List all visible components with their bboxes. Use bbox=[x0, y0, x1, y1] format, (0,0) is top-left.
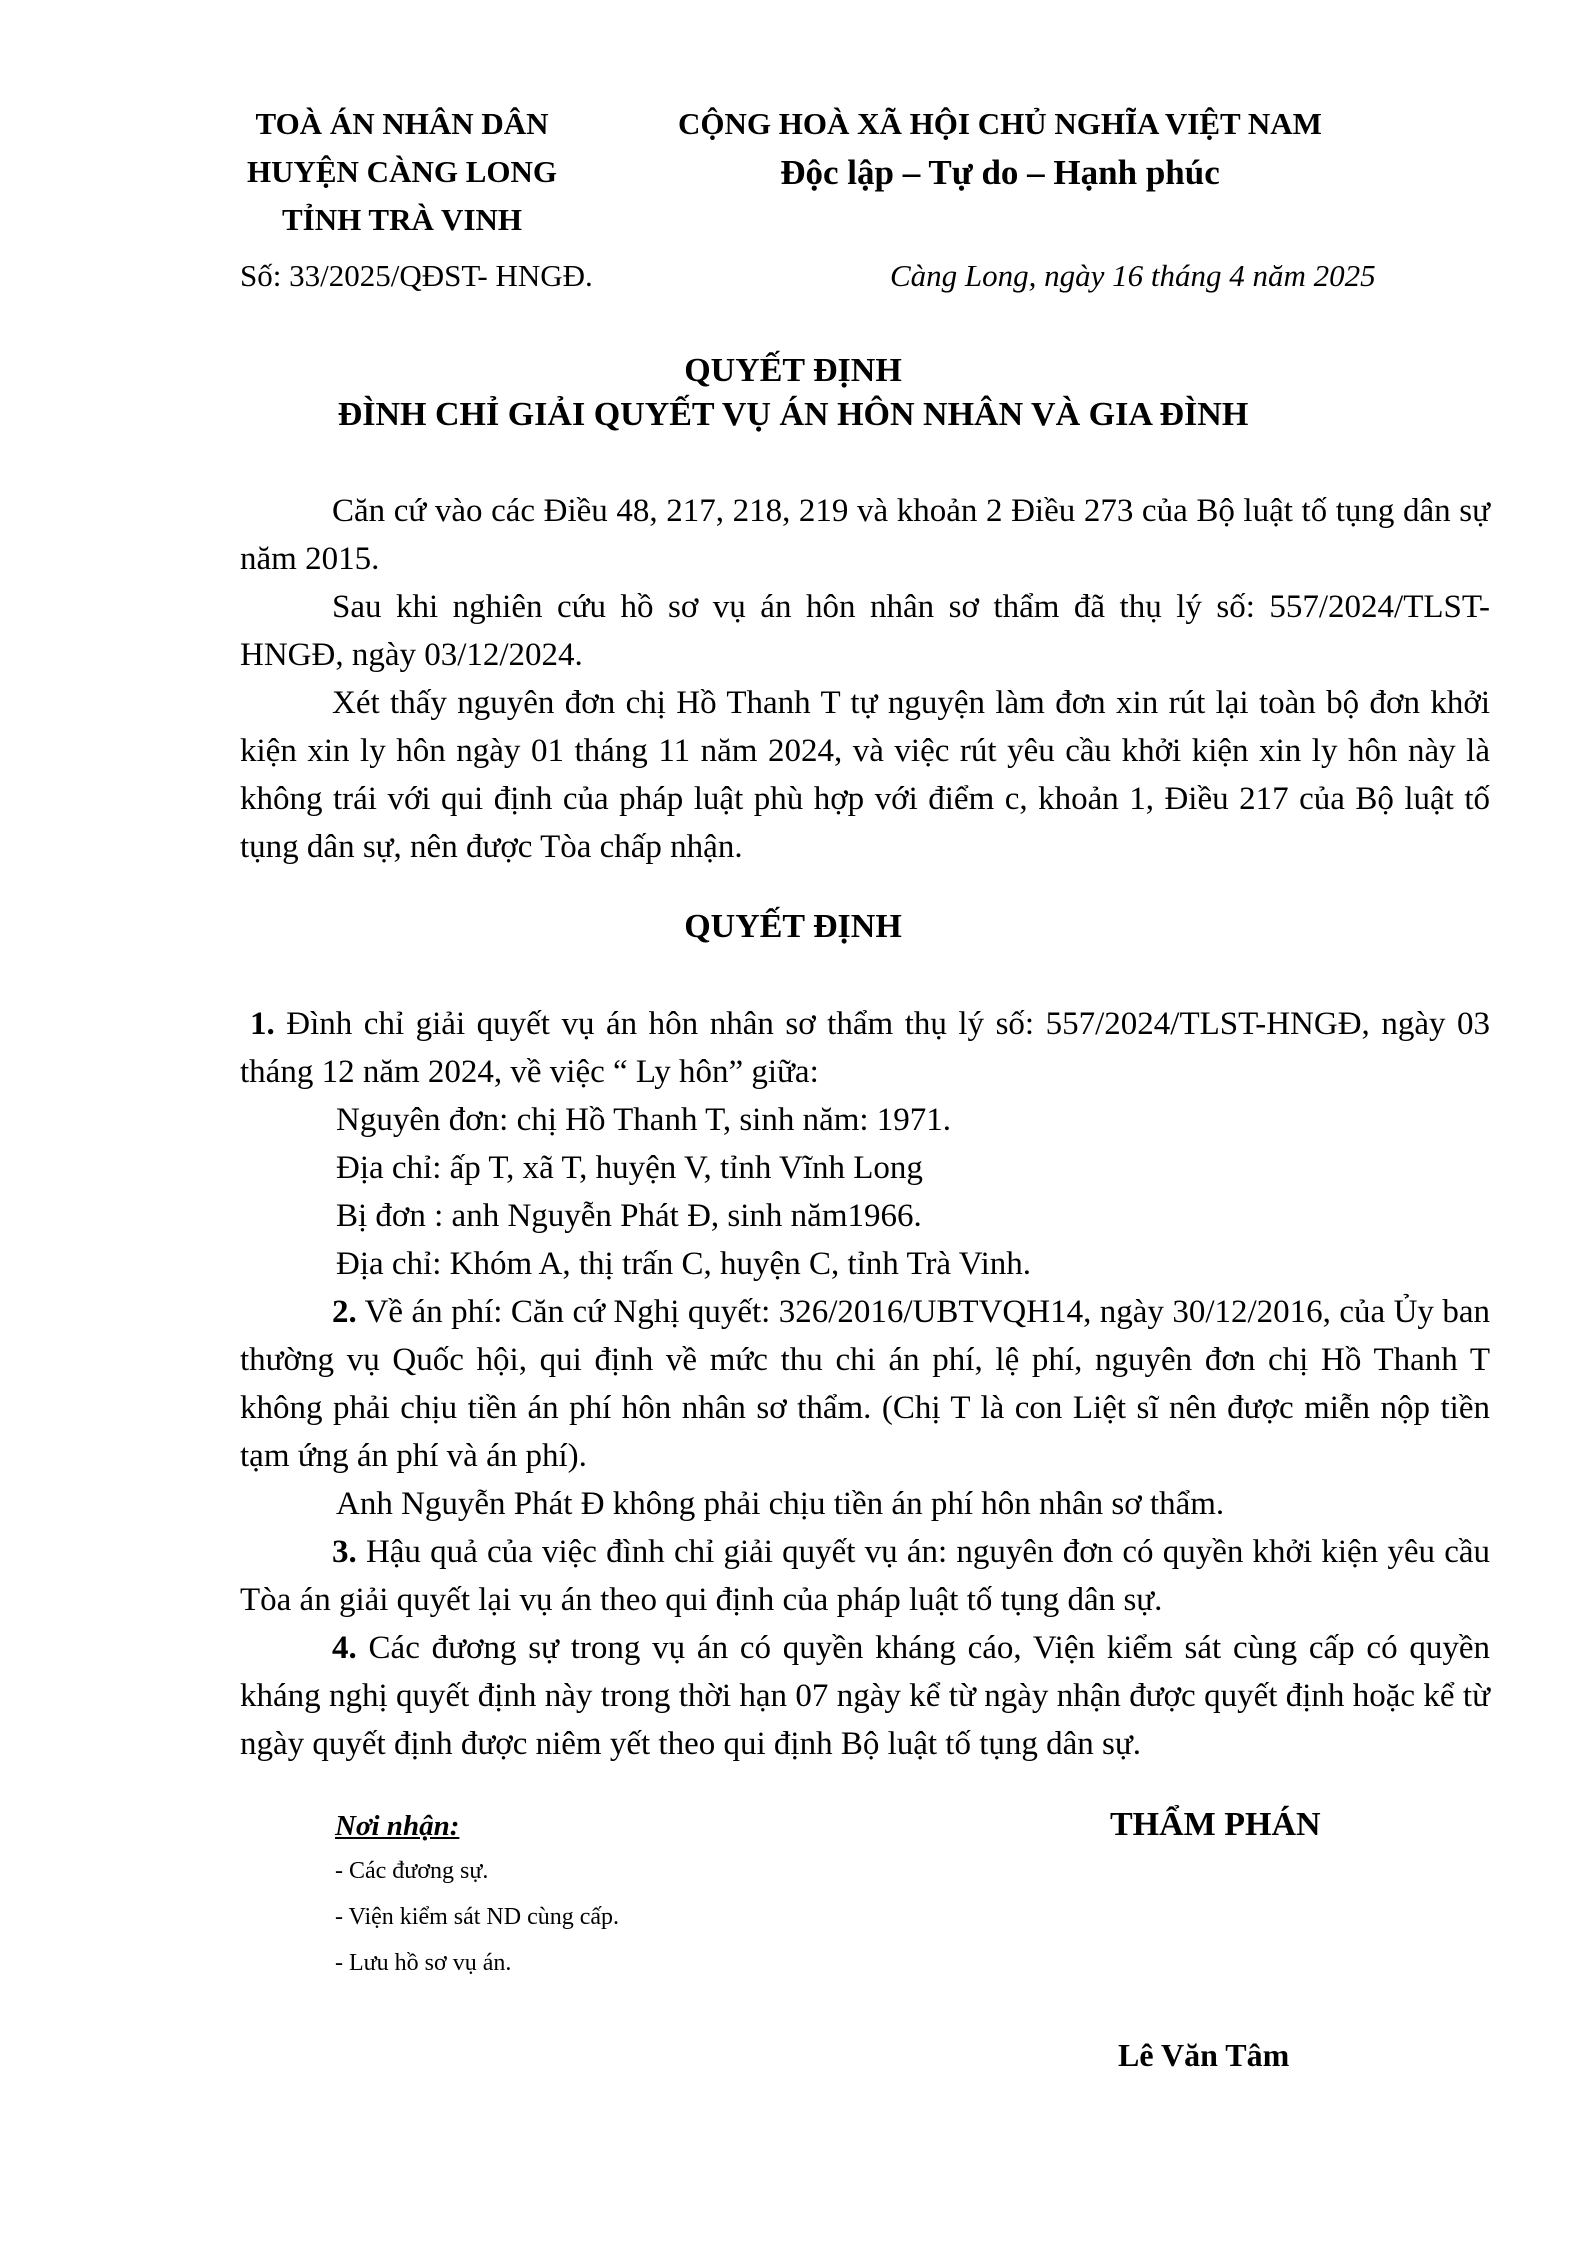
preamble-paragraph: Căn cứ vào các Điều 48, 217, 218, 219 và khoản 2 Điều 273 của Bộ luật tố tụng dân sự năm 2015. bbox=[240, 493, 1490, 577]
item-text: Hậu quả của việc đình chỉ giải quyết vụ án: nguyên đơn có quyền khởi kiện yêu cầu Tòa án giải quyết lại vụ án theo qui định của pháp luật tố tụng dân sự. bbox=[240, 1534, 1491, 1618]
national-name: CỘNG HOÀ XÃ HỘI CHỦ NGHĨA VIỆT NAM bbox=[678, 106, 1322, 141]
place-date: Càng Long, ngày 16 tháng 4 năm 2025 bbox=[890, 258, 1376, 293]
preamble-paragraph: Xét thấy nguyên đơn chị Hồ Thanh T tự nguyện làm đơn xin rút lại toàn bộ đơn khởi kiện xin ly hôn ngày 01 tháng 11 năm 2024, và việc rút yêu cầu khởi kiện xin ly hôn này là không trái với qui định của pháp luật phù hợp với điểm c, khoản 1, Điều 217 của Bộ luật tố tụng dân sự, nên được Tòa chấp nhận. bbox=[240, 685, 1490, 865]
decision-items bbox=[240, 1000, 1490, 1768]
decision-item-2 bbox=[240, 1288, 1490, 1480]
court-name-line3: TỈNH TRÀ VINH bbox=[281, 202, 523, 237]
decision-item-4 bbox=[240, 1624, 1490, 1768]
party-line: Bị đơn : anh Nguyễn Phát Đ, sinh năm1966. bbox=[336, 1198, 922, 1234]
recipient-item: - Lưu hồ sơ vụ án. bbox=[335, 1950, 512, 1976]
recipients-title: Nơi nhận: bbox=[335, 1810, 460, 1842]
court-name-line2: HUYỆN CÀNG LONG bbox=[246, 154, 557, 189]
item-text: Về án phí: Căn cứ Nghị quyết: 326/2016/UBTVQH14, ngày 30/12/2016, của Ủy ban thường vụ Quốc hội, qui định về mức thu chi án phí, lệ phí, nguyên đơn chị Hồ Thanh T không phải chịu tiền án phí hôn nhân sơ thẩm. (Chị T là con Liệt sĩ nên được miễn nộp tiền tạm ứng án phí và án phí). bbox=[240, 1294, 1490, 1474]
national-header bbox=[640, 100, 1360, 198]
document-title: QUYẾT ĐỊNH bbox=[684, 352, 902, 389]
item-number: 1. bbox=[250, 1006, 275, 1042]
recipient-item: - Viện kiểm sát ND cùng cấp. bbox=[335, 1904, 620, 1930]
national-motto: Độc lập – Tự do – Hạnh phúc bbox=[780, 153, 1220, 192]
judge-title: THẨM PHÁN bbox=[1110, 1806, 1321, 1843]
preamble bbox=[240, 487, 1490, 871]
document-subtitle: ĐÌNH CHỈ GIẢI QUYẾT VỤ ÁN HÔN NHÂN VÀ GIA ĐÌNH bbox=[337, 396, 1249, 433]
item-number: 3. bbox=[332, 1534, 357, 1570]
item-number: 2. bbox=[332, 1294, 357, 1330]
item-text: Các đương sự trong vụ án có quyền kháng cáo, Viện kiểm sát cùng cấp có quyền kháng nghị quyết định này trong thời hạn 07 ngày kể từ ngày nhận được quyết định hoặc kể từ ngày quyết định được niêm yết theo qui định Bộ luật tố tụng dân sự. bbox=[240, 1630, 1491, 1762]
court-header bbox=[232, 100, 572, 244]
document-number: Số: 33/2025/QĐST- HNGĐ. bbox=[240, 258, 593, 293]
decision-item-2-extra: Anh Nguyễn Phát Đ không phải chịu tiền án phí hôn nhân sơ thẩm. bbox=[336, 1486, 1225, 1522]
court-name-line1: TOÀ ÁN NHÂN DÂN bbox=[255, 106, 549, 141]
decision-item-3 bbox=[240, 1528, 1490, 1624]
judge-name: Lê Văn Tâm bbox=[1118, 2037, 1290, 2073]
decision-heading: QUYẾT ĐỊNH bbox=[684, 908, 902, 945]
party-line: Địa chỉ: ấp T, xã T, huyện V, tỉnh Vĩnh Long bbox=[336, 1150, 923, 1186]
item-text: Đình chỉ giải quyết vụ án hôn nhân sơ thẩm thụ lý số: 557/2024/TLST-HNGĐ, ngày 03 tháng 12 năm 2024, về việc “ Ly hôn” giữa: bbox=[240, 1006, 1490, 1090]
recipients-list bbox=[335, 1848, 619, 1986]
preamble-paragraph: Sau khi nghiên cứu hồ sơ vụ án hôn nhân sơ thẩm đã thụ lý số: 557/2024/TLST-HNGĐ, ngày 03/12/2024. bbox=[240, 589, 1490, 673]
party-line: Địa chỉ: Khóm A, thị trấn C, huyện C, tỉnh Trà Vinh. bbox=[336, 1246, 1031, 1282]
item-number: 4. bbox=[332, 1630, 357, 1666]
decision-item-1 bbox=[240, 1000, 1490, 1096]
party-line: Nguyên đơn: chị Hồ Thanh T, sinh năm: 1971. bbox=[336, 1102, 952, 1138]
recipient-item: - Các đương sự. bbox=[335, 1858, 489, 1884]
